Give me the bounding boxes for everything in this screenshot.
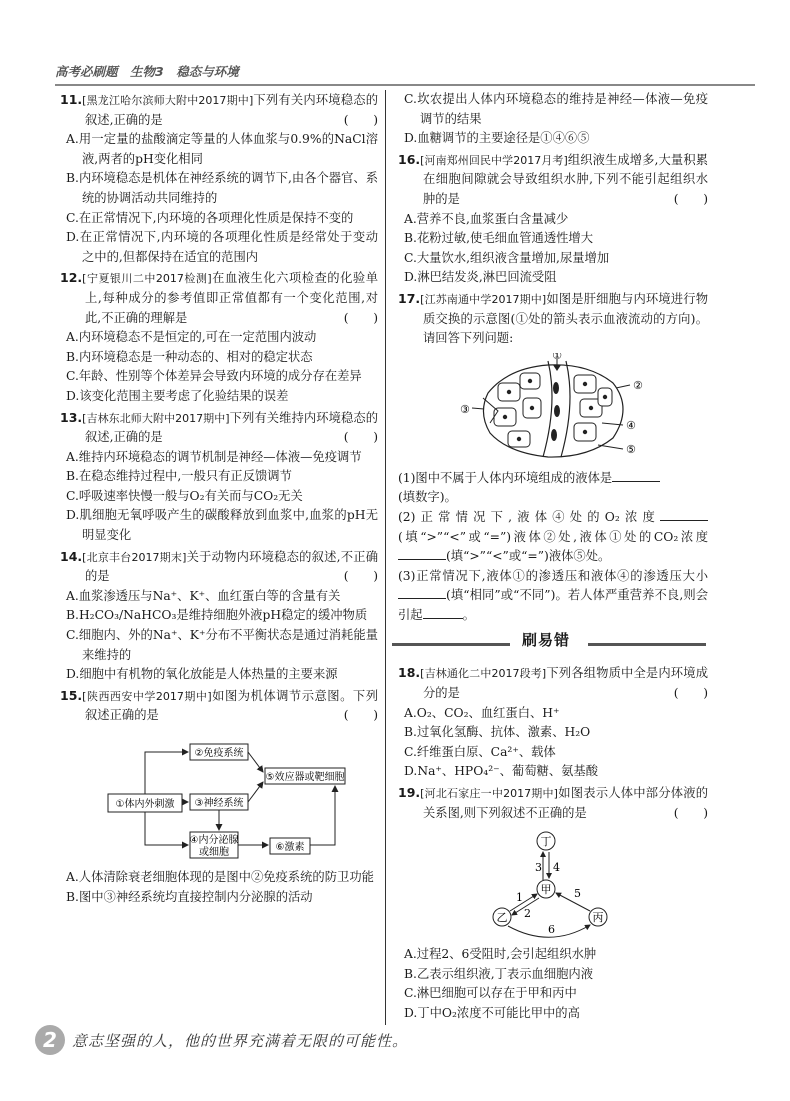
box-stimulus-label: ①体内外刺激 xyxy=(115,799,175,810)
option-c: C.大量饮水,组织液含量增加,尿量增加 xyxy=(404,250,610,265)
question-number: 16. xyxy=(398,151,421,167)
option-c: C.坎农提出人体内环境稳态的维持是神经—体液—免疫调节的结果 xyxy=(404,92,708,126)
label-n2: 2 xyxy=(524,907,531,921)
option-d: D.淋巴结发炎,淋巴回流受阻 xyxy=(404,270,557,285)
body-fluid-diagram xyxy=(398,827,708,939)
box-endocrine-label-2: 或细胞 xyxy=(199,847,229,858)
answer-blank[interactable] xyxy=(612,469,660,482)
box-hormone-label: ⑥激素 xyxy=(275,842,305,853)
answer-parens: ( ) xyxy=(343,430,378,445)
question-source: [吉林通化二中2017段考] xyxy=(420,667,547,681)
option-b: B.乙表示组织液,丁表示血细胞内液 xyxy=(404,966,594,981)
question-stem: 如图是肝细胞与内环境进行物质交换的示意图(①处的箭头表示血液流动的方向)。请回答下列问题: xyxy=(423,291,708,346)
answer-parens: ( ) xyxy=(343,112,378,127)
question-18 xyxy=(398,663,708,782)
node-yi-label: 乙 xyxy=(496,911,508,925)
q17-part-1-tail: (填数字)。 xyxy=(398,490,457,505)
answer-parens: ( ) xyxy=(343,310,378,325)
label-5: ⑤ xyxy=(626,442,636,456)
option-a: A.用一定量的盐酸滴定等量的人体血浆与0.9%的NaCl溶液,两者的pH变化相同 xyxy=(66,132,378,166)
arrow-6-to-5 xyxy=(310,786,335,845)
liver-cell-diagram-svg xyxy=(398,353,708,463)
question-source: [陕西西安中学2017期中] xyxy=(82,689,212,703)
question-number: 18. xyxy=(398,665,421,681)
option-d: D.细胞中有机物的氧化放能是人体热量的主要来源 xyxy=(66,667,338,682)
question-source: [河南郑州回民中学2017月考] xyxy=(420,153,568,167)
option-d: D.肌细胞无氧呼吸产生的碳酸释放到血浆中,血浆的pH无明显变化 xyxy=(66,508,378,543)
question-19 xyxy=(398,783,708,1024)
question-stem: 如图为机体调节示意图。下列叙述正确的是 xyxy=(85,688,378,723)
box-nervous-label: ③神经系统 xyxy=(194,798,244,809)
question-stem: 下列有关内环境稳态的叙述,正确的是 xyxy=(85,93,378,127)
question-16 xyxy=(398,150,708,288)
question-number: 19. xyxy=(398,785,421,801)
answer-blank[interactable] xyxy=(423,606,463,619)
arrow-1-to-4 xyxy=(145,812,188,845)
question-17 xyxy=(398,289,708,626)
question-15 xyxy=(60,686,378,907)
option-c: C.在正常情况下,内环境的各项理化性质是保持不变的 xyxy=(66,210,354,225)
box-endocrine-label-1: ④内分泌腺 xyxy=(189,835,239,846)
box-effector-label: ⑤效应器或靶细胞 xyxy=(265,772,345,783)
section-bar-left xyxy=(392,643,510,646)
label-2: ② xyxy=(633,378,643,392)
label-3: ③ xyxy=(460,402,470,416)
footer-motto: 意志坚强的人，他的世界充满着无限的可能性。 xyxy=(72,1032,409,1050)
arrow-5 xyxy=(556,893,590,911)
question-stem: 在血液生化六项检查的化验单上,每种成分的参考值即正常值都有一个变化范围,对此,不正确的理解是 xyxy=(85,271,378,325)
label-1: ① xyxy=(552,352,562,362)
answer-parens: ( ) xyxy=(673,191,708,206)
label-4: ④ xyxy=(626,418,636,432)
question-source: [吉林东北师大附中2017期中] xyxy=(82,411,230,425)
arrow-2-to-5 xyxy=(248,752,263,772)
section-header xyxy=(392,629,708,659)
question-15-continued xyxy=(398,90,708,149)
q17-part-2: (2)正常情况下,液体④处的O₂浓度(填“>”“<”或“=”)液体②处,液体①处的CO₂浓度(填“>”“<”或“=”)液体⑤处。 xyxy=(398,509,708,564)
section-bar-right xyxy=(588,643,706,646)
question-source: [黑龙江哈尔滨师大附中2017期中] xyxy=(82,94,254,107)
option-d: D.丁中O₂浓度不可能比甲中的高 xyxy=(404,1006,580,1020)
question-number: 13. xyxy=(60,409,83,425)
option-a: A.维持内环境稳态的调节机制是神经—体液—免疫调节 xyxy=(66,449,362,464)
option-b: B.花粉过敏,使毛细血管通透性增大 xyxy=(404,231,594,246)
node-bing-label: 丙 xyxy=(592,911,604,925)
node-jia-label: 甲 xyxy=(540,883,552,897)
option-b: B.H₂CO₃/NaHCO₃是维持细胞外液pH稳定的缓冲物质 xyxy=(66,608,368,623)
question-number: 17. xyxy=(398,290,421,306)
label-n4: 4 xyxy=(553,861,560,875)
option-b: B.图中③神经系统均直接控制内分泌腺的活动 xyxy=(66,889,313,904)
question-14 xyxy=(60,547,378,685)
option-d: D.该变化范围主要考虑了化验结果的误差 xyxy=(66,388,289,403)
answer-parens: ( ) xyxy=(343,569,378,584)
answer-blank[interactable] xyxy=(398,586,446,599)
label-n5: 5 xyxy=(574,887,581,901)
label-n6: 6 xyxy=(548,923,555,937)
question-13 xyxy=(60,408,378,546)
label-n1: 1 xyxy=(516,891,523,905)
answer-parens: ( ) xyxy=(673,686,708,701)
left-column xyxy=(60,90,378,908)
q17-part-1: (1)图中不属于人体内环境组成的液体是 xyxy=(398,469,708,489)
running-header: 高考必刷题 生物3 稳态与环境 xyxy=(55,64,239,79)
q17-part-3: (3)正常情况下,液体①的渗透压和液体④的渗透压大小(填“相同”或“不同”)。若人体严重营养不良,则会引起 。 xyxy=(398,568,708,622)
liver-cell-diagram xyxy=(398,353,708,463)
section-title: 刷易错 xyxy=(522,631,571,650)
question-number: 14. xyxy=(60,548,83,564)
question-11 xyxy=(60,90,378,267)
option-a: A.人体清除衰老细胞体现的是图中②免疫系统的防卫功能 xyxy=(66,870,374,884)
answer-blank[interactable] xyxy=(398,547,446,560)
column-divider xyxy=(385,90,386,1025)
header-rule xyxy=(55,84,755,86)
label-n3: 3 xyxy=(535,861,542,875)
option-b: B.内环境稳态是一种动态的、相对的稳定状态 xyxy=(66,349,313,364)
question-source: [河北石家庄一中2017期中] xyxy=(420,787,558,801)
question-source: [宁夏银川二中2017检测] xyxy=(82,272,212,286)
blood-cell xyxy=(551,429,557,441)
right-column xyxy=(398,90,708,1025)
question-stem: 组织液生成增多,大量积累在细胞间隙就会导致组织水肿,下列不能引起组织水肿的是 xyxy=(423,152,708,206)
blood-cell xyxy=(553,382,559,394)
answer-blank[interactable] xyxy=(660,508,708,521)
arrow-1-to-2 xyxy=(145,752,188,794)
question-number: 15. xyxy=(60,687,83,703)
blood-cell xyxy=(554,405,560,417)
regulation-diagram xyxy=(60,730,360,862)
page-number-badge: 2 xyxy=(35,1025,65,1055)
body-fluid-diagram-svg xyxy=(398,827,708,939)
question-number: 12. xyxy=(60,270,83,286)
option-b: B.内环境稳态是机体在神经系统的调节下,由各个器官、系统的协调活动共同维持的 xyxy=(66,171,378,205)
option-a: A.内环境稳态不是恒定的,可在一定范围内波动 xyxy=(66,330,317,345)
option-b: B.在稳态维持过程中,一般只有正反馈调节 xyxy=(66,469,292,484)
question-stem: 下列有关维持内环境稳态的叙述,正确的是 xyxy=(85,410,378,445)
question-12 xyxy=(60,268,378,406)
option-d: D.血糖调节的主要途径是①④⑥⑤ xyxy=(404,131,590,146)
option-a: A.营养不良,血浆蛋白含量减少 xyxy=(404,211,569,226)
option-c: C.纤维蛋白原、Ca²⁺、载体 xyxy=(404,744,556,759)
option-c: C.细胞内、外的Na⁺、K⁺分布不平衡状态是通过消耗能量来维持的 xyxy=(66,628,378,662)
question-source: [北京丰台2017期末] xyxy=(82,550,187,564)
option-a: A.血浆渗透压与Na⁺、K⁺、血红蛋白等的含量有关 xyxy=(66,588,341,603)
option-a: A.过程2、6受阻时,会引起组织水肿 xyxy=(404,947,597,962)
box-immune-label: ②免疫系统 xyxy=(194,748,244,759)
answer-parens: ( ) xyxy=(673,805,708,820)
regulation-diagram-svg xyxy=(60,730,360,862)
option-d: D.在正常情况下,内环境的各项理化性质是经常处于变动之中的,但都保持在适宜的范围内 xyxy=(66,230,378,264)
option-c: C.淋巴细胞可以存在于甲和丙中 xyxy=(404,986,577,1001)
option-b: B.过氧化氢酶、抗体、激素、H₂O xyxy=(404,725,591,740)
option-d: D.Na⁺、HPO₄²⁻、葡萄糖、氨基酸 xyxy=(404,764,599,779)
question-number: 11. xyxy=(60,92,83,107)
answer-parens: ( ) xyxy=(343,708,378,723)
option-a: A.O₂、CO₂、血红蛋白、H⁺ xyxy=(404,705,560,720)
option-c: C.呼吸速率快慢一般与O₂有关而与CO₂无关 xyxy=(66,488,303,503)
node-ding-label: 丁 xyxy=(540,835,552,849)
question-stem: 下列各组物质中全是内环境成分的是 xyxy=(423,666,708,701)
question-source: [江苏南通中学2017期中] xyxy=(420,292,547,306)
option-c: C.年龄、性别等个体差异会导致内环境的成分存在差异 xyxy=(66,369,362,384)
question-stem: 如图表示人体中部分体液的关系图,则下列叙述不正确的是 xyxy=(423,786,708,820)
arrow-3-to-5 xyxy=(248,782,263,802)
question-stem: 关于动物内环境稳态的叙述,不正确的是 xyxy=(85,549,378,584)
